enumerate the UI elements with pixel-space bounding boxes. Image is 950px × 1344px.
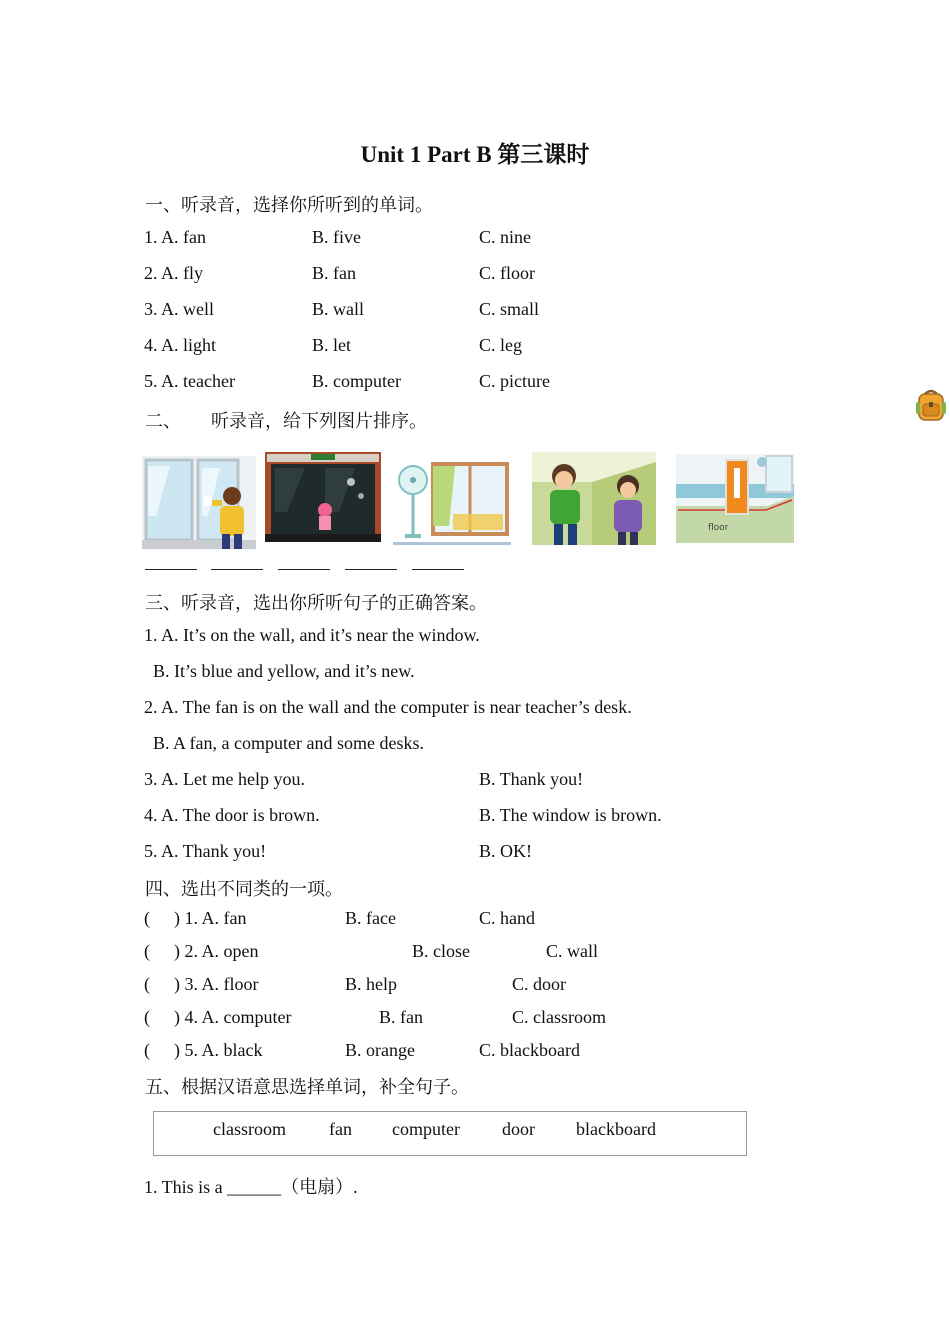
word-bank-item: door xyxy=(502,1119,535,1139)
s4-q2-option-a: ) 2. A. open xyxy=(174,941,259,961)
order-blank-4[interactable] xyxy=(345,569,397,571)
section-2-heading: 听录音，给下列图片排序。 xyxy=(211,411,427,431)
order-blank-1[interactable] xyxy=(145,569,197,571)
word-bank-item: blackboard xyxy=(576,1119,656,1139)
s3-q2-option-b: B. A fan, a computer and some desks. xyxy=(153,733,424,753)
order-blank-3[interactable] xyxy=(278,569,330,571)
s4-q3-paren[interactable]: ( xyxy=(144,974,150,994)
s4-q3-option-b: B. help xyxy=(345,974,397,994)
word-bank-item: computer xyxy=(392,1119,460,1139)
s5-q1-sentence: 1. This is a ______（电扇）. xyxy=(144,1177,358,1197)
s1-q2-option-a: 2. A. fly xyxy=(144,263,204,283)
s4-q3-option-a: ) 3. A. floor xyxy=(174,974,259,994)
order-blank-5[interactable] xyxy=(412,569,464,571)
section-4-heading: 四、选出不同类的一项。 xyxy=(145,879,343,899)
page-title: Unit 1 Part B 第三课时 xyxy=(360,142,590,167)
s1-q4-option-c: C. leg xyxy=(479,335,522,355)
section-2-number: 二、 xyxy=(145,411,181,431)
s3-q5-option-b: B. OK! xyxy=(479,841,532,861)
picture-floor-room xyxy=(676,454,794,543)
s1-q3-option-b: B. wall xyxy=(312,299,364,319)
s1-q3-option-c: C. small xyxy=(479,299,540,319)
s4-q4-paren[interactable]: ( xyxy=(144,1007,150,1027)
s4-q5-option-b: B. orange xyxy=(345,1040,415,1060)
s4-q5-option-a: ) 5. A. black xyxy=(174,1040,263,1060)
s3-q3-option-a: 3. A. Let me help you. xyxy=(144,769,305,789)
s4-q1-paren[interactable]: ( xyxy=(144,908,150,928)
s3-q3-option-b: B. Thank you! xyxy=(479,769,584,789)
order-blank-2[interactable] xyxy=(211,569,263,571)
s3-q5-option-a: 5. A. Thank you! xyxy=(144,841,267,861)
picture-girl-at-blackboard xyxy=(265,452,381,542)
s4-q2-option-b: B. close xyxy=(412,941,470,961)
section-3-heading: 三、听录音，选出你所听句子的正确答案。 xyxy=(145,593,487,613)
picture-two-boys xyxy=(532,452,656,545)
s1-q4-option-b: B. let xyxy=(312,335,351,355)
s4-q1-option-a: ) 1. A. fan xyxy=(174,908,247,928)
s1-q5-option-c: C. picture xyxy=(479,371,550,391)
s1-q1-option-a: 1. A. fan xyxy=(144,227,206,247)
s1-q1-option-c: C. nine xyxy=(479,227,531,247)
word-bank-box xyxy=(153,1111,747,1156)
s4-q5-option-c: C. blackboard xyxy=(479,1040,580,1060)
s3-q2-option-a: 2. A. The fan is on the wall and the computer is near teacher’s desk. xyxy=(144,697,632,717)
word-bank-item: classroom xyxy=(213,1119,286,1139)
s4-q1-option-b: B. face xyxy=(345,908,396,928)
s1-q4-option-a: 4. A. light xyxy=(144,335,217,355)
s1-q3-option-a: 3. A. well xyxy=(144,299,214,319)
section-1-heading: 一、听录音，选择你所听到的单词。 xyxy=(145,195,433,215)
picture-fan-and-window xyxy=(393,454,511,545)
s4-q4-option-c: C. classroom xyxy=(512,1007,606,1027)
s4-q4-option-a: ) 4. A. computer xyxy=(174,1007,292,1027)
picture-boy-cleaning-window xyxy=(142,456,256,549)
s1-q1-option-b: B. five xyxy=(312,227,361,247)
s3-q4-option-a: 4. A. The door is brown. xyxy=(144,805,320,825)
s3-q4-option-b: B. The window is brown. xyxy=(479,805,662,825)
s3-q1-option-b: B. It’s blue and yellow, and it’s new. xyxy=(153,661,415,681)
s1-q5-option-b: B. computer xyxy=(312,371,401,391)
s4-q1-option-c: C. hand xyxy=(479,908,535,928)
s3-q1-option-a: 1. A. It’s on the wall, and it’s near the window. xyxy=(144,625,480,645)
s4-q2-option-c: C. wall xyxy=(546,941,598,961)
s4-q5-paren[interactable]: ( xyxy=(144,1040,150,1060)
s4-q2-paren[interactable]: ( xyxy=(144,941,150,961)
s4-q4-option-b: B. fan xyxy=(379,1007,423,1027)
s4-q3-option-c: C. door xyxy=(512,974,566,994)
floor-label: floor xyxy=(708,523,729,533)
section-5-heading: 五、根据汉语意思选择单词，补全句子。 xyxy=(145,1077,469,1097)
s1-q2-option-b: B. fan xyxy=(312,263,356,283)
word-bank-item: fan xyxy=(329,1119,352,1139)
s1-q5-option-a: 5. A. teacher xyxy=(144,371,235,391)
s1-q2-option-c: C. floor xyxy=(479,263,535,283)
schoolbag-icon[interactable] xyxy=(916,388,946,422)
